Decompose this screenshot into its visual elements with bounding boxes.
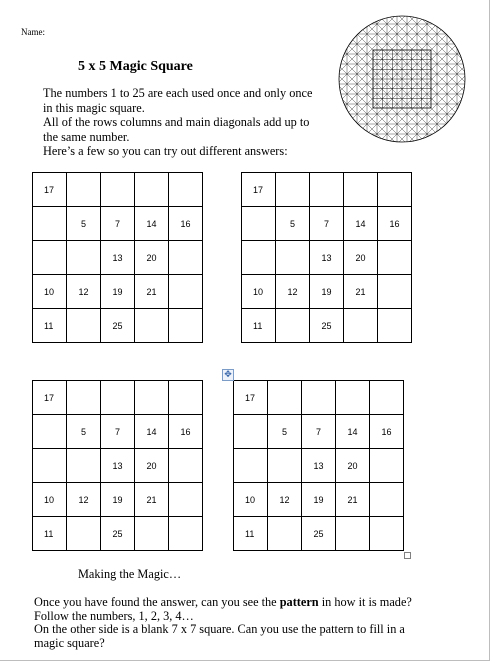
grid-cell[interactable]: 16	[169, 415, 203, 449]
grid-cell[interactable]: 7	[101, 415, 135, 449]
intro-line-2: All of the rows columns and main diagonals add up to the same number.	[43, 115, 310, 144]
grid-cell[interactable]	[67, 381, 101, 415]
grid-cell[interactable]	[268, 517, 302, 551]
magic-square-bottom-left	[32, 380, 203, 551]
grid-cell[interactable]: 20	[135, 449, 169, 483]
grid-row	[234, 517, 404, 551]
grid-cell[interactable]: 17	[33, 381, 67, 415]
grid-cell[interactable]	[234, 449, 268, 483]
grid-row	[242, 173, 412, 207]
grid-cell[interactable]	[310, 173, 344, 207]
grid-row	[242, 275, 412, 309]
grid-cell[interactable]	[67, 241, 101, 275]
grid-cell[interactable]	[344, 309, 378, 343]
grid-cell[interactable]: 21	[135, 275, 169, 309]
table-resize-handle[interactable]	[404, 552, 411, 559]
grid-cell[interactable]	[378, 309, 412, 343]
grid-cell[interactable]: 12	[276, 275, 310, 309]
grid-row	[33, 449, 203, 483]
grid-row	[33, 275, 203, 309]
grid-cell[interactable]: 16	[370, 415, 404, 449]
outro-text-part: in how it is made? Follow the numbers, 1, 2, 3, 4…	[34, 595, 412, 623]
grid-row	[33, 415, 203, 449]
grid-cell[interactable]: 12	[268, 483, 302, 517]
grid-row	[242, 241, 412, 275]
grid-cell[interactable]	[242, 207, 276, 241]
grid-row	[33, 517, 203, 551]
grid-cell[interactable]: 11	[242, 309, 276, 343]
grid-cell[interactable]: 12	[67, 483, 101, 517]
grid-cell[interactable]	[67, 173, 101, 207]
grid-cell[interactable]	[276, 173, 310, 207]
grid-cell[interactable]	[101, 381, 135, 415]
grid-cell[interactable]	[370, 517, 404, 551]
grid-cell[interactable]: 25	[101, 517, 135, 551]
grid-cell[interactable]	[67, 309, 101, 343]
grid-cell[interactable]: 10	[234, 483, 268, 517]
grid-cell[interactable]: 17	[33, 173, 67, 207]
grid-cell[interactable]	[378, 241, 412, 275]
intro-line-1: The numbers 1 to 25 are each used once and only once in this magic square.	[43, 86, 313, 115]
grid-cell[interactable]: 13	[302, 449, 336, 483]
grid-cell[interactable]: 7	[101, 207, 135, 241]
grid-cell[interactable]	[169, 241, 203, 275]
grid-cell[interactable]: 10	[33, 483, 67, 517]
grid-cell[interactable]	[370, 381, 404, 415]
table-move-handle-icon[interactable]: ✥	[222, 369, 234, 381]
grid-cell[interactable]	[169, 381, 203, 415]
grid-cell[interactable]	[370, 483, 404, 517]
grid-cell[interactable]	[336, 381, 370, 415]
grid-cell[interactable]: 7	[302, 415, 336, 449]
grid-row	[242, 309, 412, 343]
magic-square-bottom-right	[233, 380, 404, 551]
name-label: Name:	[21, 27, 45, 37]
pattern-word: pattern	[279, 595, 319, 609]
grid-row	[33, 381, 203, 415]
outro-line-1	[34, 596, 414, 623]
grid-row	[33, 207, 203, 241]
grid-cell[interactable]	[268, 381, 302, 415]
grid-cell[interactable]: 13	[101, 241, 135, 275]
grid-cell[interactable]: 16	[378, 207, 412, 241]
grid-row	[234, 415, 404, 449]
grid-cell[interactable]	[302, 381, 336, 415]
grid-cell[interactable]	[135, 309, 169, 343]
grid-cell[interactable]	[169, 449, 203, 483]
outro-text	[34, 596, 414, 650]
grid-cell[interactable]	[33, 449, 67, 483]
grid-cell[interactable]: 5	[268, 415, 302, 449]
grid-row	[33, 173, 203, 207]
grid-cell[interactable]: 25	[302, 517, 336, 551]
grid-cell[interactable]	[344, 173, 378, 207]
magic-square-top-right	[241, 172, 412, 343]
grid-row	[234, 483, 404, 517]
grid-cell[interactable]: 19	[302, 483, 336, 517]
grid-cell[interactable]: 20	[135, 241, 169, 275]
geodesic-sphere-icon	[337, 14, 467, 144]
grid-cell[interactable]: 12	[67, 275, 101, 309]
grid-cell[interactable]: 5	[67, 207, 101, 241]
grid-row	[33, 483, 203, 517]
grid-cell[interactable]: 14	[135, 207, 169, 241]
grid-cell[interactable]: 19	[101, 483, 135, 517]
grid-cell[interactable]: 10	[242, 275, 276, 309]
grid-cell[interactable]: 21	[344, 275, 378, 309]
grid-cell[interactable]: 14	[344, 207, 378, 241]
grid-cell[interactable]: 21	[336, 483, 370, 517]
making-the-magic-heading: Making the Magic…	[78, 567, 182, 581]
grid-cell[interactable]	[135, 517, 169, 551]
grid-row	[234, 449, 404, 483]
grid-cell[interactable]	[242, 241, 276, 275]
grid-cell[interactable]: 5	[276, 207, 310, 241]
grid-cell[interactable]	[268, 449, 302, 483]
outro-text-part: Once you have found the answer, can you see the	[34, 595, 280, 609]
grid-cell[interactable]: 5	[67, 415, 101, 449]
grid-cell[interactable]: 7	[310, 207, 344, 241]
grid-cell[interactable]: 14	[135, 415, 169, 449]
grid-cell[interactable]	[169, 309, 203, 343]
grid-cell[interactable]: 25	[101, 309, 135, 343]
grid-cell[interactable]: 19	[101, 275, 135, 309]
page-title: 5 x 5 Magic Square	[78, 59, 193, 74]
grid-cell[interactable]	[169, 483, 203, 517]
grid-cell[interactable]	[336, 517, 370, 551]
grid-cell[interactable]: 14	[336, 415, 370, 449]
grid-cell[interactable]	[234, 415, 268, 449]
grid-cell[interactable]	[276, 241, 310, 275]
grid-cell[interactable]	[67, 517, 101, 551]
grid-cell[interactable]: 17	[234, 381, 268, 415]
grid-cell[interactable]	[33, 207, 67, 241]
grid-cell[interactable]	[101, 173, 135, 207]
grid-row	[242, 207, 412, 241]
magic-square-top-left	[32, 172, 203, 343]
grid-cell[interactable]: 13	[101, 449, 135, 483]
grid-cell[interactable]: 20	[344, 241, 378, 275]
grid-cell[interactable]: 11	[234, 517, 268, 551]
grid-cell[interactable]: 11	[33, 309, 67, 343]
grid-cell[interactable]: 19	[310, 275, 344, 309]
outro-line-2: On the other side is a blank 7 x 7 square. Can you use the pattern to fill in a magic square?	[34, 622, 405, 650]
grid-cell[interactable]	[169, 275, 203, 309]
grid-cell[interactable]	[370, 449, 404, 483]
grid-cell[interactable]: 16	[169, 207, 203, 241]
intro-text	[43, 86, 323, 159]
grid-cell[interactable]	[276, 309, 310, 343]
grid-cell[interactable]	[67, 449, 101, 483]
grid-cell[interactable]: 25	[310, 309, 344, 343]
grid-row	[33, 309, 203, 343]
grid-cell[interactable]	[135, 173, 169, 207]
grid-cell[interactable]: 20	[336, 449, 370, 483]
grid-row	[234, 381, 404, 415]
grid-cell[interactable]	[33, 241, 67, 275]
grid-cell[interactable]	[169, 173, 203, 207]
grid-cell[interactable]	[378, 173, 412, 207]
grid-cell[interactable]: 11	[33, 517, 67, 551]
grid-cell[interactable]: 10	[33, 275, 67, 309]
grid-cell[interactable]: 17	[242, 173, 276, 207]
grid-row	[33, 241, 203, 275]
grid-cell[interactable]	[33, 415, 67, 449]
grid-cell[interactable]: 21	[135, 483, 169, 517]
grid-cell[interactable]	[169, 517, 203, 551]
grid-cell[interactable]	[378, 275, 412, 309]
grid-cell[interactable]: 13	[310, 241, 344, 275]
intro-line-3: Here’s a few so you can try out different answers:	[43, 144, 288, 159]
grid-cell[interactable]	[135, 381, 169, 415]
